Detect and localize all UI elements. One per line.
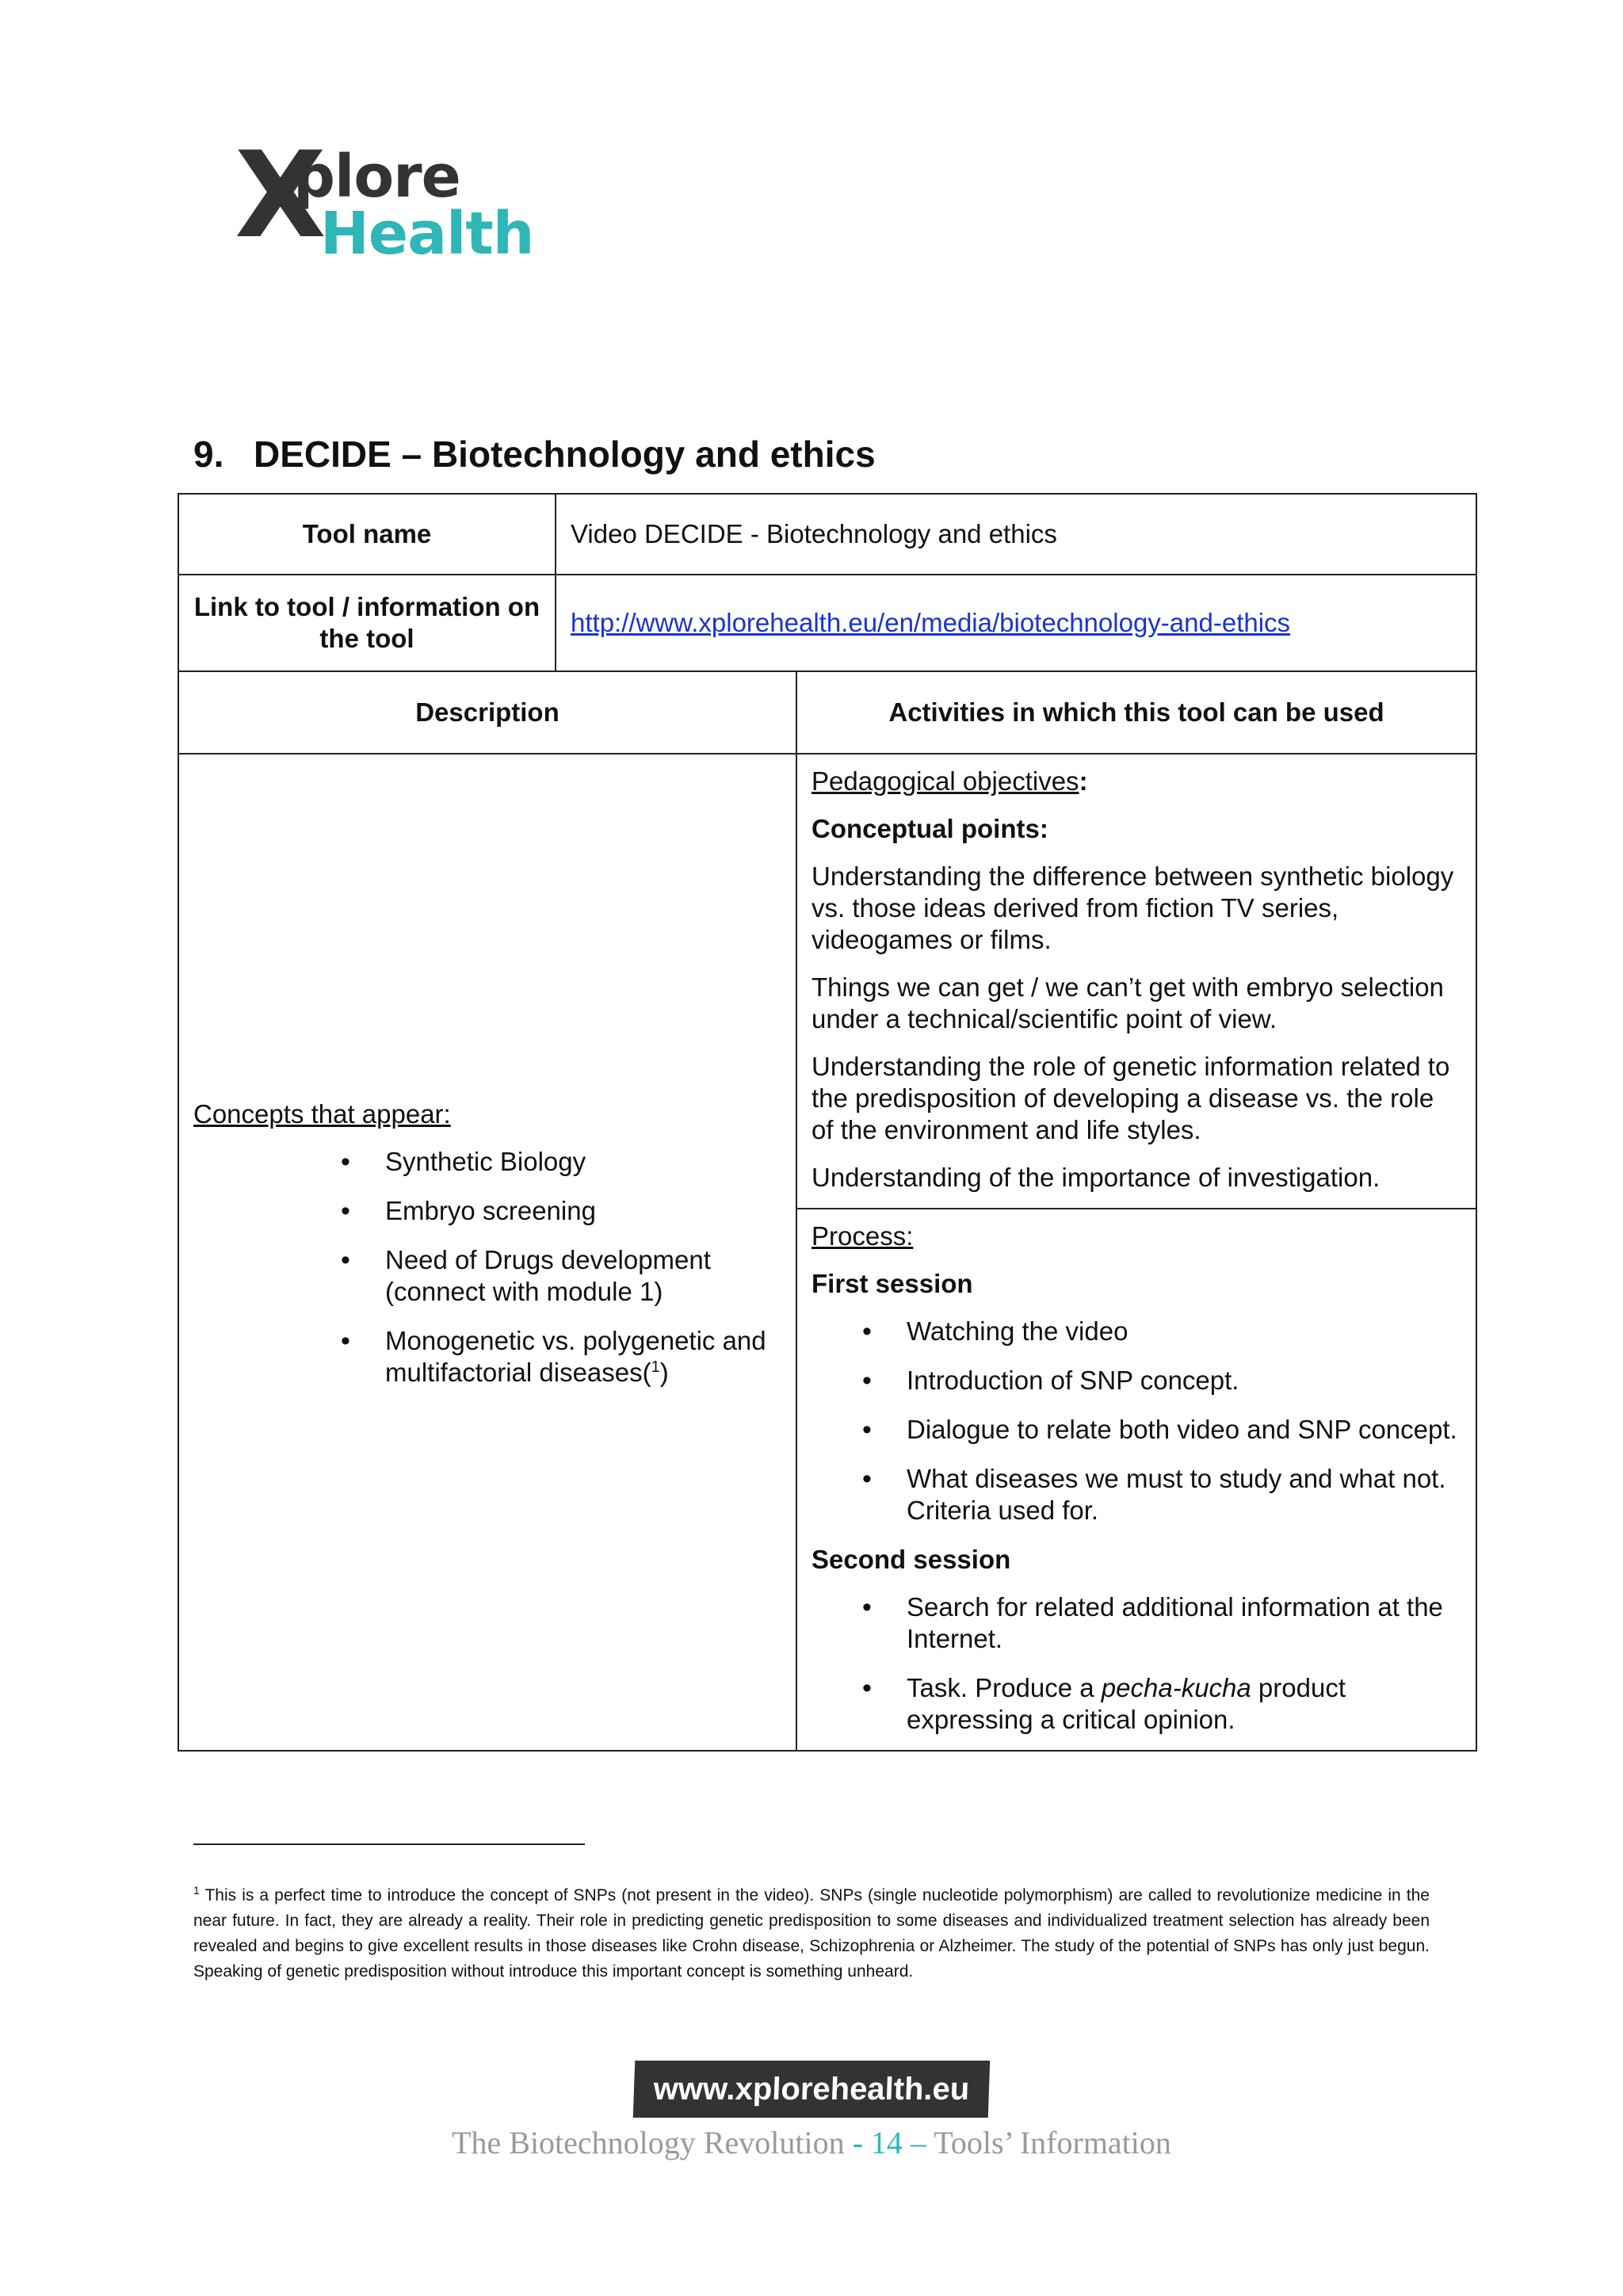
section-number: 9.	[193, 434, 224, 475]
conceptual-points-heading: Conceptual points:	[812, 814, 1048, 843]
list-item: • Introduction of SNP concept.	[907, 1365, 1461, 1396]
footnote	[193, 1883, 1430, 1985]
objectives-heading: Pedagogical objectives:	[812, 766, 1088, 796]
list-item: • Task. Produce a pecha-kucha product expressing a critical opinion.	[907, 1672, 1461, 1736]
website-badge: www.xplorehealth.eu	[633, 2061, 991, 2118]
list-item: • Need of Drugs development (connect with module 1)	[385, 1244, 781, 1308]
list-item: • Embryo screening	[385, 1195, 781, 1227]
tool-link[interactable]: http://www.xplorehealth.eu/en/media/biotechnology-and-ethics	[571, 608, 1291, 637]
concepts-list	[385, 1146, 781, 1389]
section-title	[193, 433, 876, 476]
pecha-kucha-term: pecha-kucha	[1101, 1673, 1251, 1702]
list-item: • Synthetic Biology	[385, 1146, 781, 1178]
footnote-ref: 1	[651, 1358, 660, 1376]
page-number: 14	[870, 2125, 903, 2160]
process-cell	[796, 1209, 1476, 1751]
list-item: • Dialogue to relate both video and SNP concept.	[907, 1414, 1461, 1446]
second-session-heading: Second session	[812, 1545, 1011, 1574]
activities-header-row	[178, 671, 1476, 754]
tool-link-label: Link to tool / information on the tool	[178, 575, 556, 671]
footer-doc-title: The Biotechnology Revolution	[452, 2125, 845, 2160]
list-item: • Search for related additional information at the Internet.	[907, 1591, 1461, 1655]
list-item: • Monogenetic vs. polygenetic and multifactorial diseases($^1$)	[385, 1325, 781, 1389]
footer-section: Tools’ Information	[934, 2125, 1171, 2160]
objective-paragraph: Understanding of the importance of investigation.	[812, 1163, 1381, 1192]
first-session-heading: First session	[812, 1269, 973, 1298]
tool-link-cell	[556, 575, 1476, 671]
xplore-health-logo	[235, 127, 534, 269]
list-item: • What diseases we must to study and what not. Criteria used for.	[907, 1463, 1461, 1526]
first-session-list	[907, 1316, 1461, 1526]
footnote-number: 1	[193, 1884, 200, 1897]
process-heading: Process:	[812, 1221, 914, 1251]
list-item: • Watching the video	[907, 1316, 1461, 1347]
concepts-heading: Concepts that appear:	[193, 1099, 451, 1129]
section-title-text: DECIDE – Biotechnology and ethics	[254, 434, 876, 475]
tool-name-row	[178, 494, 1476, 575]
description-header: Description	[178, 671, 796, 754]
description-cell	[178, 754, 796, 1751]
page-footer: The Biotechnology Revolution - 14 – Tools’ Information	[452, 2125, 1171, 2160]
objectives-cell	[796, 754, 1476, 1209]
tool-name-value: Video DECIDE - Biotechnology and ethics	[556, 494, 1476, 575]
objectives-row	[178, 754, 1476, 1209]
footnote-text: This is a perfect time to introduce the concept of SNPs (not present in the video). SNPs (single nucleotide polymorphism) are called to revolutionize medicine in the near future. In fact, they are already a reality. Their role in predicting genetic predisposition to some diseases and individualized treatment selection has already been revealed and begins to give excellent results in those diseases like Crohn disease, Schizophrenia or Alzheimer. The study of the potential of SNPs has only just begun. Speaking of genetic predisposition without introduce this important concept is something unheard.	[193, 1886, 1430, 1981]
objective-paragraph: Things we can get / we can’t get with embryo selection under a technical/scientific point of view.	[812, 972, 1444, 1033]
objective-paragraph: Understanding the role of genetic information related to the predisposition of developing a disease vs. the role of the environment and life styles.	[812, 1052, 1450, 1144]
activities-table	[178, 670, 1477, 1752]
activities-header: Activities in which this tool can be used	[796, 671, 1476, 754]
tool-link-row	[178, 575, 1476, 671]
tool-info-table	[178, 493, 1477, 672]
logo-text-plore: plore	[293, 143, 460, 211]
footnote-separator	[193, 1843, 585, 1845]
logo-text-health: Health	[320, 200, 534, 268]
objective-paragraph: Understanding the difference between synthetic biology vs. those ideas derived from fiction TV series, videogames or films.	[812, 861, 1454, 954]
logo-mark: X	[235, 127, 327, 265]
second-session-list	[907, 1591, 1461, 1736]
tool-name-label: Tool name	[178, 494, 556, 575]
